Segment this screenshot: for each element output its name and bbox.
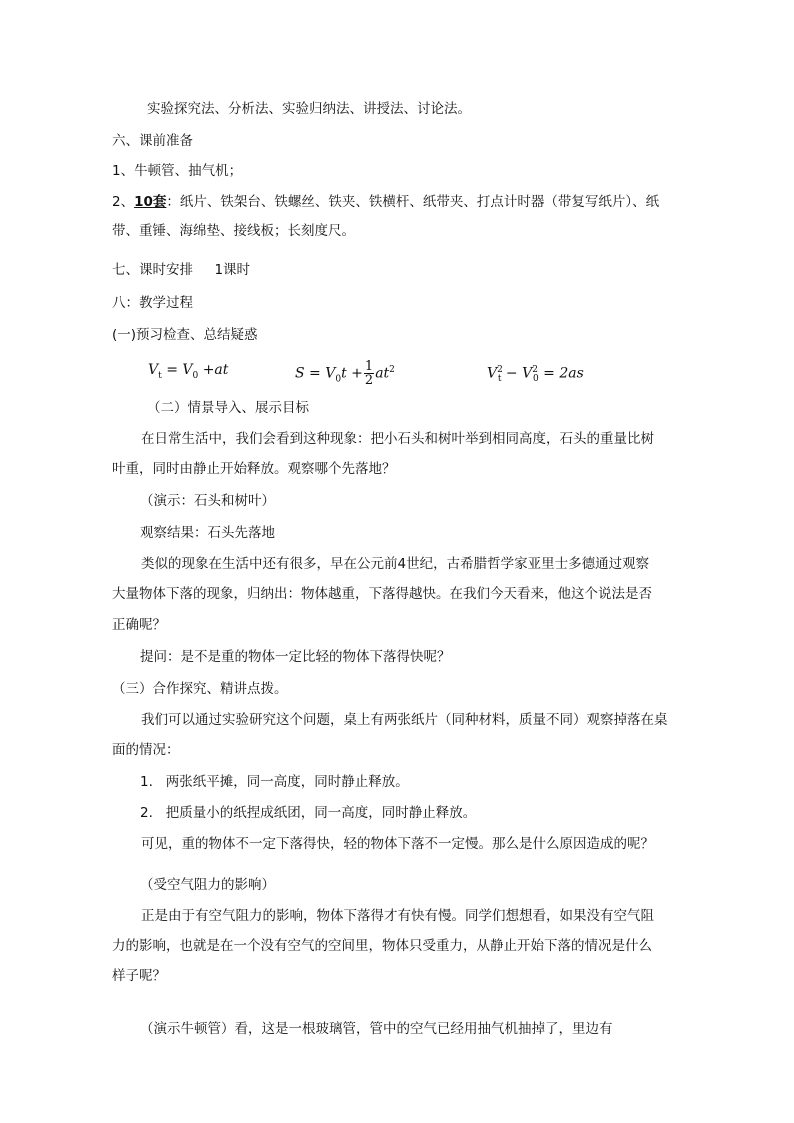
fraction-one-half: $\frac{1}{2}$: [364, 359, 374, 389]
paragraph-2-line-3: 正确呢？: [112, 617, 166, 633]
subsection-2-heading: （二）情景导入、展示目标: [147, 400, 309, 416]
demo-stone-leaf: （演示：石头和树叶）: [140, 493, 275, 509]
formula-displacement: $S = V_0t$ + $\frac{1}{2}$ $at^2$: [295, 359, 395, 389]
prep-item-1: 1、牛顿管、抽气机；: [112, 163, 243, 179]
subsection-1-heading: (一)预习检查、总结疑惑: [112, 327, 258, 343]
observation-result: 观察结果：石头先落地: [140, 525, 275, 541]
paragraph-1-line-1: 在日常生活中，我们会看到这种现象：把小石头和树叶举到相同高度，石头的重量比树: [141, 431, 654, 447]
paragraph-4-line-3: 样子呢？: [112, 968, 166, 984]
prep-item-2-number: 2、: [112, 194, 135, 210]
prep-item-2: [112, 192, 659, 212]
formula-velocity-squared: $V^2_t - V^2_0 = 2as$: [487, 365, 584, 385]
paragraph-3-line-1: 我们可以通过实验研究这个问题，桌上有两张纸片（同种材料，质量不同）观察掉落在桌: [141, 712, 668, 728]
section-7-heading: 七、课时安排 1课时: [112, 262, 251, 278]
air-resistance-note: （受空气阻力的影响）: [140, 877, 275, 893]
formula-velocity: $V_t = V_0 +at$: [148, 362, 229, 381]
conclusion-line: 可见，重的物体不一定下落得快，轻的物体下落不一定慢。那么是什么原因造成的呢？: [141, 836, 654, 852]
paragraph-5-line-1: （演示牛顿管）看，这是一根玻璃管，管中的空气已经用抽气机抽掉了，里边有: [140, 1021, 613, 1037]
paragraph-2-line-2: 大量物体下落的现象，归纳出：物体越重，下落得越快。在我们今天看来，他这个说法是否: [112, 586, 652, 602]
question-line: 提问：是不是重的物体一定比轻的物体下落得快呢？: [140, 649, 451, 665]
paragraph-4-line-1: 正是由于有空气阻力的影响，物体下落得才有快有慢。同学们想想看，如果没有空气阻: [141, 908, 654, 924]
prep-item-2-quantity: 10套: [134, 194, 167, 210]
section-6-heading: 六、课前准备: [112, 133, 193, 149]
experiment-step-1: 1. 两张纸平摊，同一高度，同时静止释放。: [140, 774, 409, 790]
subsection-3-heading: （三）合作探究、精讲点拨。: [112, 681, 288, 697]
paragraph-2-line-1: 类似的现象在生活中还有很多，早在公元前4世纪，古希腊哲学家亚里士多德通过观察: [141, 556, 650, 572]
paragraph-4-line-2: 力的影响，也就是在一个没有空气的空间里，物体只受重力，从静止开始下落的情况是什么: [112, 938, 652, 954]
prep-item-2-materials: ：纸片、铁架台、铁螺丝、铁夹、铁横杆、纸带夹、打点计时器（带复写纸片）、纸: [166, 194, 660, 210]
paragraph-3-line-2: 面的情况：: [112, 742, 180, 758]
experiment-step-2: 2. 把质量小的纸捏成纸团，同一高度，同时静止释放。: [140, 805, 477, 821]
section-8-heading: 八：教学过程: [112, 295, 193, 311]
prep-item-2-continued: 带、重锤、海绵垫、接线板；长刻度尺。: [112, 223, 355, 239]
methods-line: 实验探究法、分析法、实验归纳法、讲授法、讨论法。: [147, 101, 471, 117]
paragraph-1-line-2: 叶重，同时由静止开始释放。观察哪个先落地？: [112, 461, 396, 477]
